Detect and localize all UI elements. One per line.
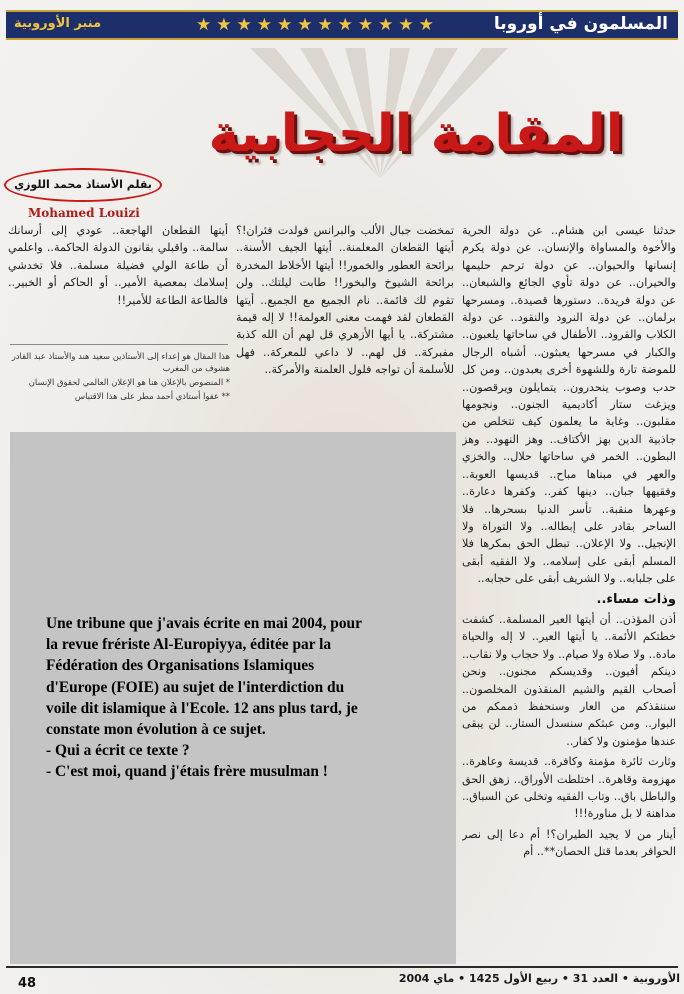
page-number: 48 [18,976,37,991]
subheading: وذات مساء.. [596,591,676,607]
magazine-label: منبر الأوروبية [14,16,102,31]
paragraph: حدثنا عيسى ابن هشام.. عن دولة الحرية والأخوة والمساواة والإنسان.. عن دولة يكرم إنسانها والحيوان.. عن دولة ترحم حليمها والحيران.. عن دولة تأوي الجائع والشبعان.. عن دولة فريدة.. دستورها قصيدة.. ومسرحها برلمان.. عن دولة النرود والنقود.. عن دولة الكلاب والقرود.. الأطفال في ساحاتها يلعبون.. والكبار في مسرحها يعبثون.. أشباه الرجال للموضة تارة وللشهوة أخرى يعبدون.. ومن كل حدب وصوب ينحدرون.. يتمايلون ويرقصون.. ويزغت ستار أكاديمية الجنون.. ونجومها مقلبون.. وغاية ما يعلمون كيف تتخلص من جاذبية الدين بهز الأكتاف.. وهز النهود.. وهز البطون.. الخمر في ساحاتها حلال.. والخزي والعهر في مبناها مباح.. قديسها العوبة.. وفقيهها جبان.. دينها كفر.. وكفرها دعارة.. وعهرها منقبة.. تأسر الدنيا بسحرها.. فلا الساحر بقادر على إبطاله.. ولا التوراة ولا الإنجيل.. ولا الإعلان.. تبطل الحق بمكرها فلا المسلم أبقى على إسلامه.. ولا الفقيه أبقى على جلبابه.. ولا الشريف أبقى على حجابه.. [462,224,676,586]
commentary-line: - Qui a écrit ce texte ? [46,742,190,760]
commentary-line: voile dit islamique à l'Ecole. 12 ans plus tard, je [46,699,358,717]
author-byline: بقلم الأستاذ محمد اللوزي [4,168,162,202]
paragraph: أذن المؤذن.. أن أيتها العير المسلمة.. كشفت خطتكم الأئمة.. يا أيتها العير.. لا إله والحياة مادة.. ولا صلاة ولا صيام.. ولا حجاب ولا نقاب.. دينكم أفيون.. وقديسكم مجنون.. ونحن أصحاب القيم والشيم المنقذون المخلصون.. سننقذكم من العار وسنحفظ ذممكم من البوار.. ومن عبثكم سنسدل الستار.. لن يبقى عندها مؤمنون ولا كفار.. [462,612,676,748]
author-name-latin: Mohamed Louizi [28,206,140,220]
header-stars: ★★★★★★★★★★★★ [196,15,439,35]
footnote-divider [10,344,228,345]
commentary-line: d'Europe (FOIE) au sujet de l'interdiction du [46,678,345,696]
article-column-middle [236,222,454,420]
commentary-line: Fédération des Organisations Islamiques [46,657,315,675]
paragraph: وثارت ثائرة مؤمنة وكافرة.. قديسة وعاهرة.. مهزومة وقاهرة.. اختلطت الأوراق.. زهق الحق والباطل باق.. وتاب الفقيه وتخلى عن السباق.. مداهنة لا بل مناورة!!! [462,755,676,821]
commentary-overlay-box [10,432,456,964]
paragraph: أيتها القطعان الهاجعة.. عودي إلى أرسانك سالمة.. واقبلي بقانون الدولة الحاكمة.. واعلمي أن طاعة الولي فضيلة مسلمة.. فلا تخدشي إسلامك بمعصية الأمير.. أو الحاكم أو الخبير.. فالطاعة الطاعة للأمير!! [8,224,228,307]
paragraph: أينار من لا يجيد الطيران؟! أم دعا إلى نصر الحوافر بعدما قتل الحصان**.. أم [462,827,676,859]
article-column-right [462,222,676,957]
section-title: المسلمون في أوروبا [493,14,668,34]
commentary-line: - C'est moi, quand j'étais frère musulman ! [46,763,328,781]
footnote: ** عفوا أستاذي أحمد مطر على هذا الاقتباس [74,391,230,401]
commentary-line: constate mon évolution à ce sujet. [46,721,266,739]
issue-info: الأوروبية • العدد 31 • ربيع الأول 1425 • ماي 2004 [398,972,680,985]
commentary-line: la revue frériste Al-Europiyya, éditée par la [46,636,332,654]
article-title: المقامة الحجابية [208,104,624,164]
commentary-text [46,613,426,783]
paragraph: تمخضت جبال الألب والبرانس فولدت فئران!؟ أيتها القطعان المعلمنة.. أيتها الجيف الأسنة.. برائحة العطور والخمور!! أيتها الأخلاط المخدرة برائحة الشيوخ والبخور!! طابت ليلتك.. ولن تقوم لك قائمة.. نام الجميع مع الجميع.. أيتها القطعان لقد فهمت معنى العولمة!! لا إله قيمة مشتركة.. يا أيها الأزهري قل لهم أن الله كذبة مفبركة.. قل لهم.. لا داعي للمعركة.. فهل للأسلمة أن تواجه فلول العلمنة والأمركة.. [236,224,454,377]
article-column-left [8,222,228,340]
commentary-line: Une tribune que j'avais écrite en mai 2004, pour [46,615,362,632]
footnote: هذا المقال هو إعداء إلى الأستاذين سعيد هند والأستاذ عبد القادر هشوف من المغرب [11,351,230,373]
footer-divider [6,966,678,968]
footnotes [8,350,230,404]
page-header [6,10,678,40]
footnote: * المنصوص بالإعلان هنا هو الإعلان العالمي لحقوق الإنسان [28,377,230,387]
